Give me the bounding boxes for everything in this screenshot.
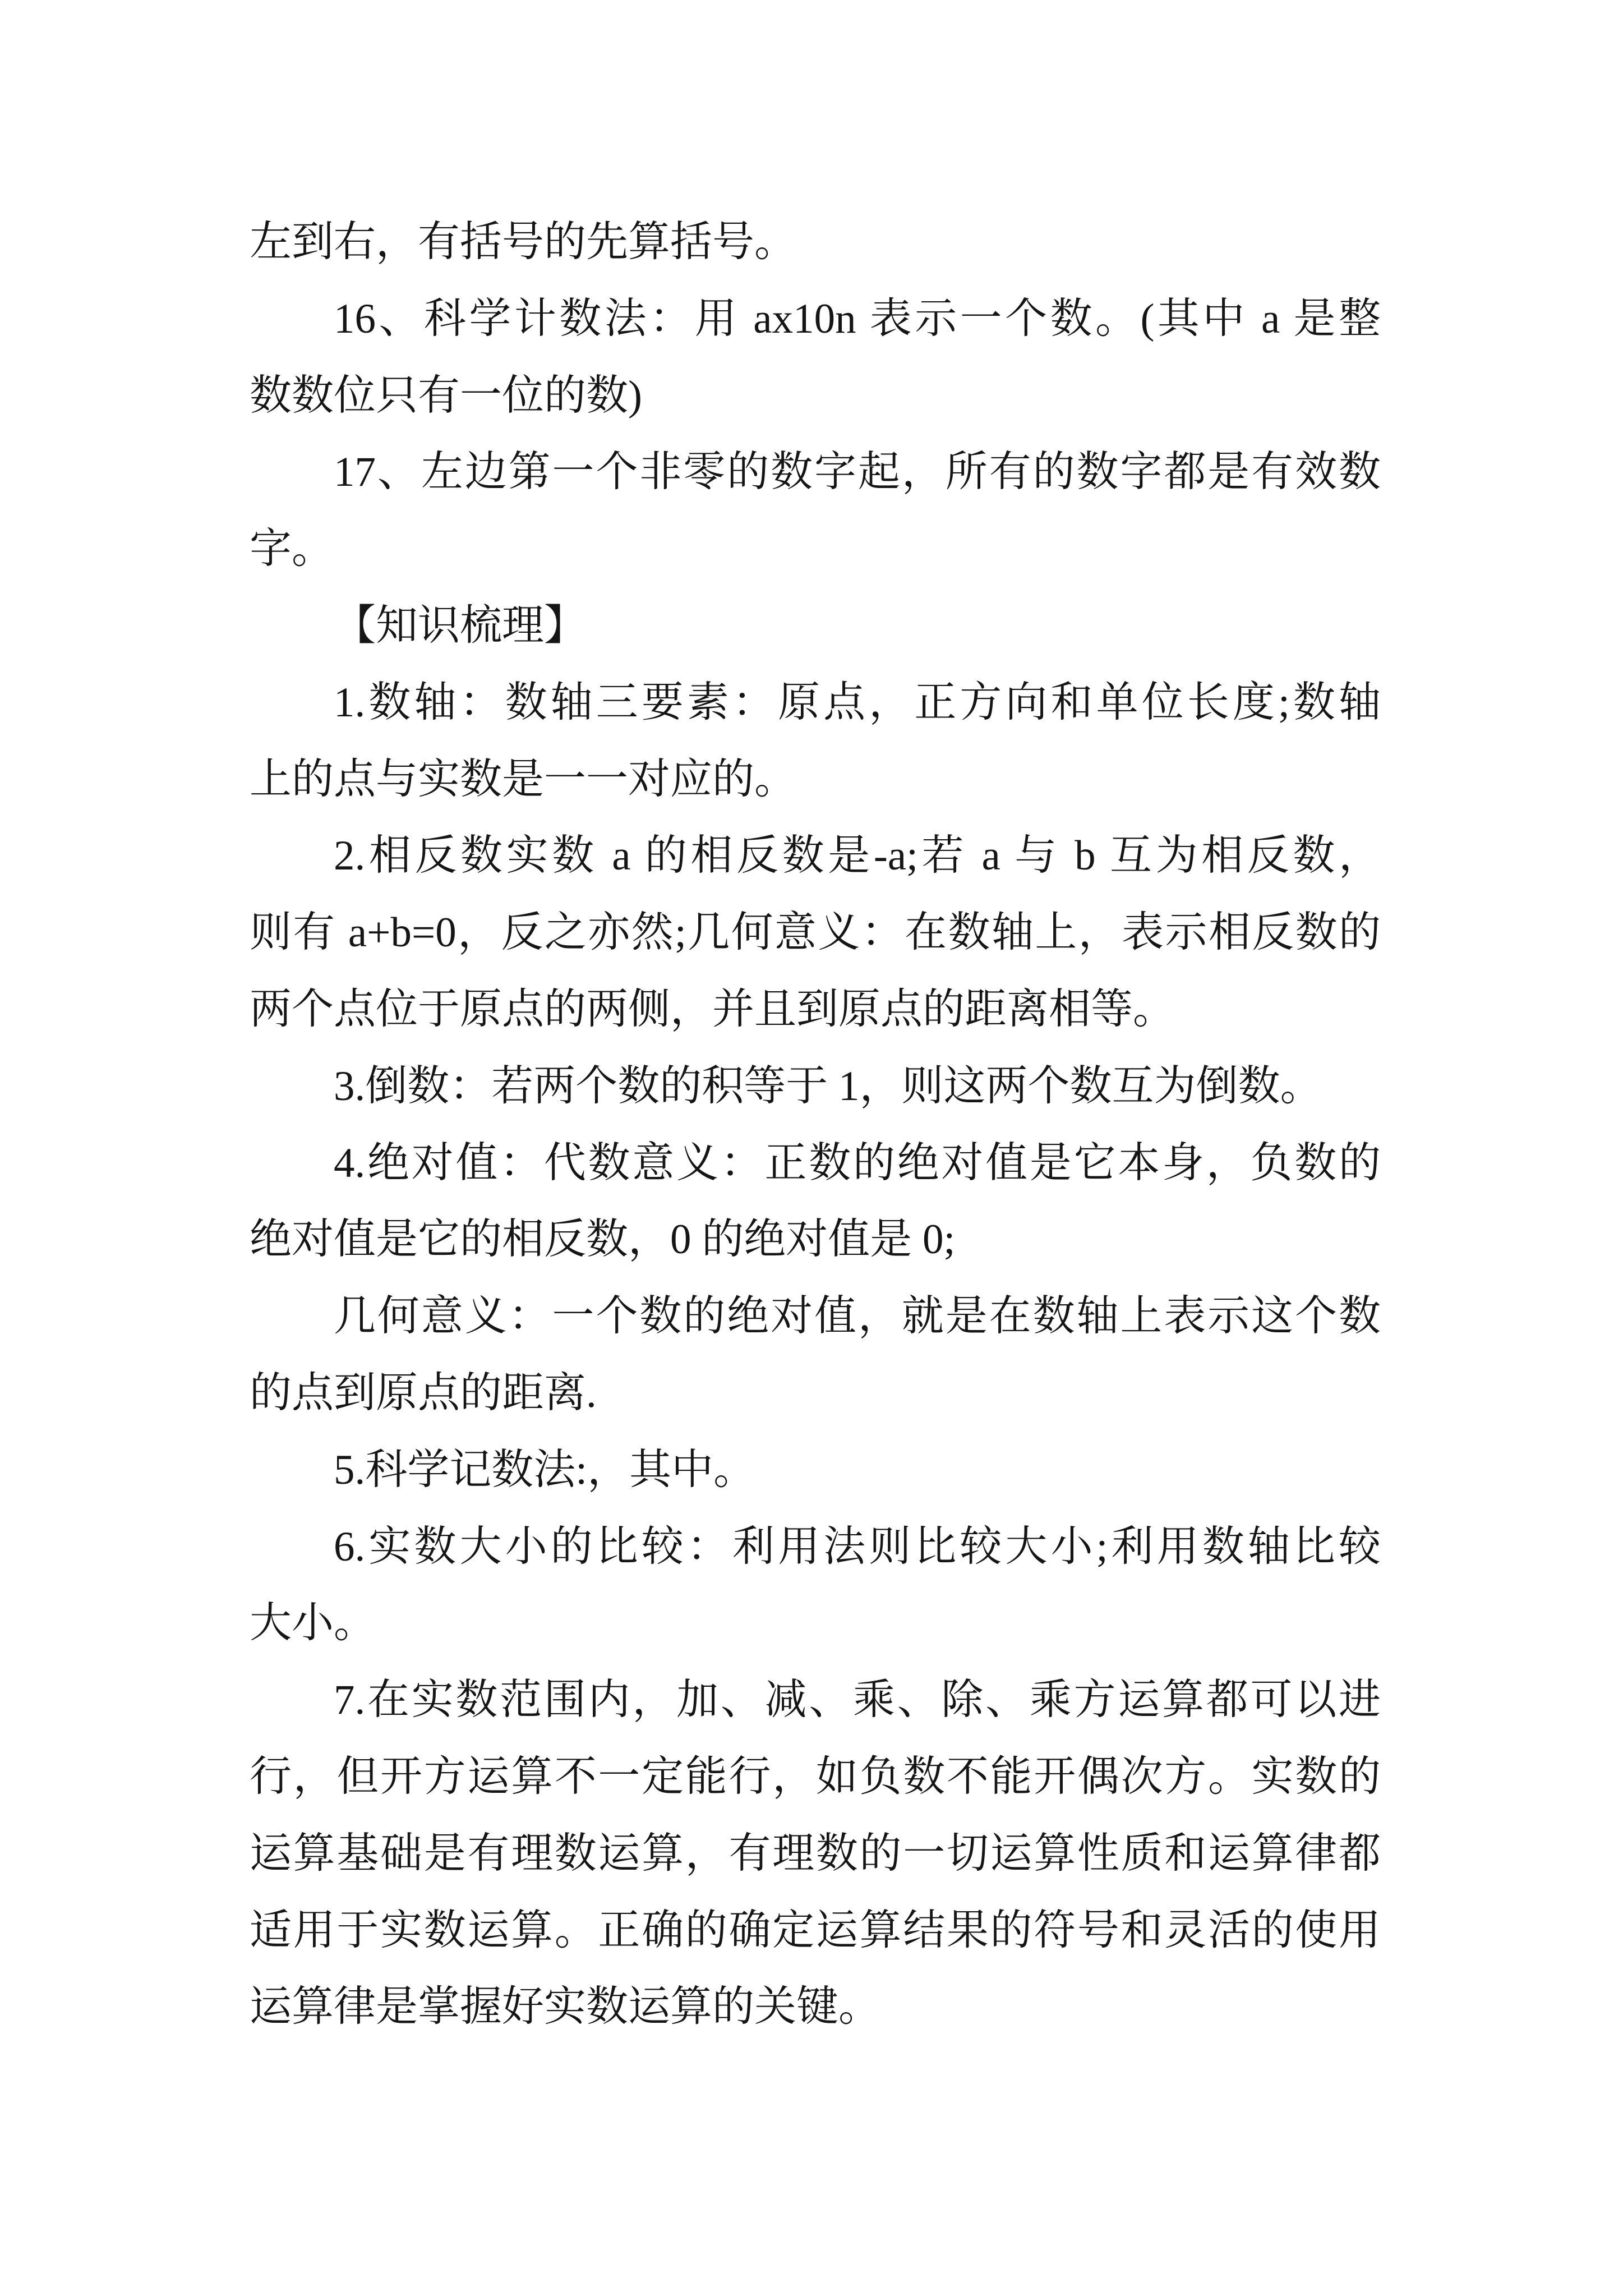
- paragraph-line: 字。: [250, 526, 334, 573]
- paragraph: [250, 1432, 1381, 1509]
- paragraph: [250, 1509, 1381, 1663]
- paragraph: [250, 1048, 1381, 1125]
- paragraph-line: 运算基础是有理数运算，有理数的一切运算性质和运算律都: [250, 1830, 1381, 1877]
- paragraph-line: 两个点位于原点的两侧，并且到原点的距离相等。: [250, 986, 1175, 1033]
- paragraph: [250, 818, 1381, 1048]
- paragraph-line: 绝对值是它的相反数，0 的绝对值是 0;: [250, 1216, 956, 1263]
- paragraph-line: 适用于实数运算。正确的确定运算结果的符号和灵活的使用: [250, 1907, 1381, 1954]
- paragraph-line: 几何意义：一个数的绝对值，就是在数轴上表示这个数: [334, 1293, 1381, 1340]
- paragraph-line: 1.数轴：数轴三要素：原点，正方向和单位长度;数轴: [334, 679, 1381, 726]
- paragraph: [250, 1662, 1381, 2046]
- paragraph-line: 4.绝对值：代数意义：正数的绝对值是它本身，负数的: [334, 1139, 1381, 1186]
- paragraph-line: 5.科学记数法:，其中。: [334, 1446, 756, 1493]
- paragraph-line: 17、左边第一个非零的数字起，所有的数字都是有效数: [334, 449, 1381, 496]
- paragraph-line: 则有 a+b=0，反之亦然;几何意义：在数轴上，表示相反数的: [250, 909, 1381, 956]
- paragraph-line: 运算律是掌握好实数运算的关键。: [250, 1984, 881, 2031]
- paragraph-line: 的点到原点的距离.: [250, 1369, 597, 1416]
- paragraph-line: 16、科学计数法：用 ax10n 表示一个数。(其中 a 是整: [334, 295, 1381, 342]
- paragraph-line: 大小。: [250, 1600, 376, 1647]
- paragraph-line: 上的点与实数是一一对应的。: [250, 756, 797, 803]
- document-body: [250, 204, 1381, 2046]
- paragraph-line: 7.在实数范围内，加、减、乘、除、乘方运算都可以进: [334, 1677, 1381, 1724]
- paragraph: [250, 665, 1381, 818]
- paragraph: [250, 1125, 1381, 1279]
- paragraph: [250, 1278, 1381, 1432]
- paragraph: [250, 281, 1381, 435]
- section-heading-text: 【知识梳理】: [334, 602, 587, 649]
- paragraph: [250, 204, 1381, 281]
- paragraph-line: 2.相反数实数 a 的相反数是-a;若 a 与 b 互为相反数，: [334, 832, 1381, 880]
- paragraph-line: 3.倒数：若两个数的积等于 1，则这两个数互为倒数。: [334, 1062, 1322, 1110]
- paragraph-line: 6.实数大小的比较：利用法则比较大小;利用数轴比较: [334, 1523, 1381, 1570]
- section-heading: [250, 588, 1381, 665]
- paragraph-line: 行，但开方运算不一定能行，如负数不能开偶次方。实数的: [250, 1753, 1381, 1800]
- paragraph-line: 数数位只有一位的数): [250, 372, 642, 419]
- paragraph: [250, 434, 1381, 588]
- paragraph-line: 左到右，有括号的先算括号。: [250, 219, 797, 265]
